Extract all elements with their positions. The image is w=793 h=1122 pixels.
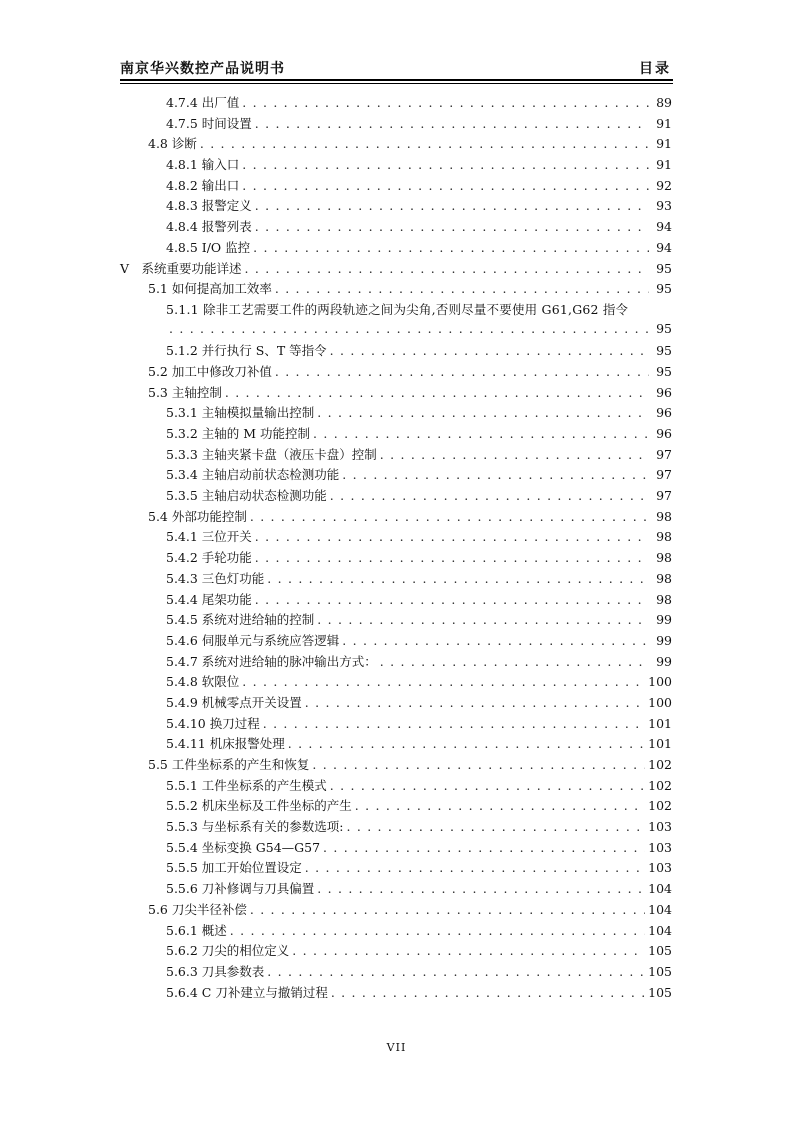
dot-leader xyxy=(317,612,649,627)
toc-entry-title: 4.8.1 输入口 xyxy=(166,157,240,173)
toc-entry-page: 104 xyxy=(648,881,672,897)
toc-entry-page: 98 xyxy=(656,550,672,566)
dot-leader xyxy=(275,364,649,379)
toc-entry[interactable] xyxy=(120,921,672,942)
toc-entry-page: 94 xyxy=(656,239,672,255)
document-title: 南京华兴数控产品说明书 xyxy=(120,61,285,77)
toc-entry[interactable] xyxy=(120,672,672,693)
toc-entry[interactable] xyxy=(120,403,672,424)
toc-entry-title: 5.5.1 工件坐标系的产生模式 xyxy=(166,777,327,793)
toc-entry-title: 4.8 诊断 xyxy=(148,136,197,152)
dot-leader xyxy=(275,281,649,296)
table-of-contents xyxy=(120,93,672,1003)
toc-entry[interactable] xyxy=(120,217,672,238)
toc-entry[interactable] xyxy=(120,962,672,983)
toc-entry[interactable] xyxy=(120,134,672,155)
toc-entry-page: 91 xyxy=(656,136,672,152)
toc-entry-title: 5.4.9 机械零点开关设置 xyxy=(166,694,302,710)
toc-entry[interactable] xyxy=(120,714,672,735)
toc-entry-page: 104 xyxy=(648,901,672,917)
toc-entry[interactable] xyxy=(120,838,672,859)
toc-entry-page: 100 xyxy=(648,674,672,690)
toc-entry-page: 94 xyxy=(656,219,672,235)
dot-leader xyxy=(305,860,645,875)
toc-entry-page: 102 xyxy=(648,777,672,793)
toc-entry-title: 5.3.4 主轴启动前状态检测功能 xyxy=(166,467,340,483)
toc-entry-page: 105 xyxy=(648,984,672,1000)
section-title: 目录 xyxy=(639,61,671,77)
dot-leader xyxy=(242,674,645,689)
toc-entry-page: 91 xyxy=(656,115,672,131)
toc-entry[interactable] xyxy=(120,652,672,673)
toc-entry-title: V 系统重要功能详述 xyxy=(120,260,242,276)
toc-entry-title: 5.4.6 伺服单元与系统应答逻辑 xyxy=(166,632,340,648)
dot-leader xyxy=(355,798,645,813)
toc-entry[interactable] xyxy=(120,486,672,507)
dot-leader xyxy=(312,757,645,772)
toc-entry-page: 97 xyxy=(656,446,672,462)
dot-leader xyxy=(267,964,645,979)
toc-entry-page: 95 xyxy=(656,320,672,336)
dot-leader xyxy=(331,985,645,1000)
toc-entry[interactable] xyxy=(120,445,672,466)
toc-entry-page: 101 xyxy=(648,715,672,731)
toc-entry-title: 5.3.2 主轴的 M 功能控制 xyxy=(166,426,311,441)
toc-entry-title: 5.5.6 刀补修调与刀具偏置 xyxy=(166,881,315,897)
toc-entry-title: 5.3 主轴控制 xyxy=(148,384,222,400)
toc-entry-title: 5.4.3 三色灯功能 xyxy=(166,570,265,586)
toc-entry-title: 5.1 如何提高加工效率 xyxy=(148,281,272,297)
toc-entry[interactable] xyxy=(120,362,672,383)
toc-entry-title: 5.3.5 主轴启动状态检测功能 xyxy=(166,488,327,504)
toc-entry-page: 105 xyxy=(648,963,672,979)
dot-leader xyxy=(169,321,649,336)
dot-leader xyxy=(255,550,649,565)
toc-entry[interactable] xyxy=(120,527,672,548)
dot-leader xyxy=(263,716,645,731)
toc-entry-page: 91 xyxy=(656,157,672,173)
toc-entry[interactable] xyxy=(120,507,672,528)
dot-leader xyxy=(330,778,645,793)
toc-entry-title: 5.4.7 系统对进给轴的脉冲输出方式： xyxy=(166,653,377,669)
dot-leader xyxy=(255,198,649,213)
toc-entry-title: 5.4 外部功能控制 xyxy=(148,508,247,524)
toc-entry[interactable] xyxy=(120,590,672,611)
toc-entry[interactable] xyxy=(120,776,672,797)
dot-leader xyxy=(292,943,645,958)
dot-leader xyxy=(317,881,645,896)
toc-entry[interactable] xyxy=(120,569,672,590)
toc-entry-title: 5.4.1 三位开关 xyxy=(166,529,252,545)
dot-leader xyxy=(330,343,649,358)
page-header xyxy=(120,58,673,80)
toc-entry-title: 4.7.5 时间设置 xyxy=(166,115,252,131)
toc-entry-title: 5.6.4 C 刀补建立与撤销过程 xyxy=(166,984,328,1000)
dot-leader xyxy=(342,467,649,482)
toc-entry[interactable] xyxy=(120,610,672,631)
dot-leader xyxy=(242,178,649,193)
toc-entry-title: 5.4.8 软限位 xyxy=(166,674,240,690)
toc-entry[interactable] xyxy=(120,424,672,445)
toc-entry[interactable] xyxy=(120,259,672,280)
toc-entry[interactable] xyxy=(120,548,672,569)
toc-entry-page: 101 xyxy=(648,736,672,752)
toc-entry-page: 89 xyxy=(656,95,672,110)
toc-entry[interactable] xyxy=(120,300,672,321)
dot-leader xyxy=(242,95,649,110)
dot-leader xyxy=(242,157,649,172)
toc-entry-title: 5.5.2 机床坐标及工件坐标的产生 xyxy=(166,798,352,814)
toc-entry[interactable] xyxy=(120,879,672,900)
toc-entry-title: 5.2 加工中修改刀补值 xyxy=(148,363,272,379)
toc-entry[interactable] xyxy=(120,900,672,921)
toc-entry-title: 5.4.2 手轮功能 xyxy=(166,550,252,566)
toc-entry-page: 104 xyxy=(648,922,672,938)
toc-entry-page: 99 xyxy=(656,632,672,648)
toc-entry[interactable] xyxy=(120,858,672,879)
toc-entry[interactable] xyxy=(120,983,672,1004)
dot-leader xyxy=(380,654,649,669)
page-number: VII xyxy=(386,1041,407,1054)
toc-entry[interactable] xyxy=(120,176,672,197)
toc-entry[interactable] xyxy=(120,238,672,259)
dot-leader xyxy=(200,136,649,151)
header-rule-thick xyxy=(120,79,673,81)
toc-entry-page: 95 xyxy=(656,260,672,276)
toc-entry[interactable] xyxy=(120,93,672,114)
toc-entry-page: 103 xyxy=(648,860,672,876)
toc-entry-title: 5.4.11 机床报警处理 xyxy=(166,736,285,752)
toc-entry[interactable] xyxy=(120,341,672,362)
dot-leader xyxy=(347,819,646,834)
dot-leader xyxy=(225,385,649,400)
toc-entry-page: 98 xyxy=(656,508,672,524)
toc-entry-page: 98 xyxy=(656,529,672,545)
toc-entry-page: 96 xyxy=(656,405,672,421)
dot-leader xyxy=(253,240,649,255)
toc-entry-title: 5.6.1 概述 xyxy=(166,922,227,938)
dot-leader xyxy=(267,571,649,586)
dot-leader xyxy=(245,261,649,276)
toc-entry-page: 95 xyxy=(656,343,672,359)
toc-entry[interactable] xyxy=(120,155,672,176)
toc-entry-title: 5.6 刀尖半径补偿 xyxy=(148,901,247,917)
toc-entry-page: 102 xyxy=(648,757,672,772)
toc-entry-page: 98 xyxy=(656,591,672,607)
dot-leader xyxy=(305,695,645,710)
toc-entry-page: 95 xyxy=(656,281,672,297)
toc-entry[interactable] xyxy=(120,817,672,838)
dot-leader xyxy=(250,509,649,524)
toc-entry-title: 5.1.1 除非工艺需要工件的两段轨迹之间为尖角,否则尽量不要使用 G61,G62 指令 xyxy=(166,301,629,317)
toc-entry-title: 5.3.3 主轴夹紧卡盘（液压卡盘）控制 xyxy=(166,446,377,462)
dot-leader xyxy=(323,840,645,855)
toc-entry[interactable] xyxy=(120,279,672,300)
toc-entry[interactable] xyxy=(120,114,672,135)
dot-leader xyxy=(255,529,649,544)
toc-entry-page: 105 xyxy=(648,943,672,959)
dot-leader xyxy=(380,447,649,462)
toc-entry-page: 102 xyxy=(648,798,672,814)
toc-entry-title: 5.3.1 主轴模拟量输出控制 xyxy=(166,405,315,421)
toc-entry-title: 4.8.4 报警列表 xyxy=(166,219,252,235)
toc-entry-page: 98 xyxy=(656,570,672,586)
toc-entry-page: 92 xyxy=(656,177,672,193)
dot-leader xyxy=(255,592,649,607)
toc-entry-title: 5.6.3 刀具参数表 xyxy=(166,963,265,979)
toc-entry-title: 5.4.4 尾架功能 xyxy=(166,591,252,607)
toc-entry[interactable] xyxy=(120,796,672,817)
dot-leader xyxy=(255,219,649,234)
toc-entry[interactable] xyxy=(120,755,672,776)
toc-entry[interactable] xyxy=(120,734,672,755)
toc-entry-title: 5.6.2 刀尖的相位定义 xyxy=(166,943,290,959)
toc-entry-title: 5.5 工件坐标系的产生和恢复 xyxy=(148,757,310,772)
toc-entry-title: 4.7.4 出厂值 xyxy=(166,95,240,110)
toc-entry-title: 5.4.10 换刀过程 xyxy=(166,715,260,731)
toc-entry-title: 5.4.5 系统对进给轴的控制 xyxy=(166,612,315,628)
dot-leader xyxy=(288,736,645,751)
header-rule-thin xyxy=(120,83,673,84)
dot-leader xyxy=(250,902,645,917)
toc-entry[interactable] xyxy=(120,693,672,714)
toc-entry-title: 5.5.3 与坐标系有关的参数选项: xyxy=(166,819,344,835)
toc-entry-title: 5.5.4 坐标变换 G54—G57 xyxy=(166,839,321,855)
dot-leader xyxy=(230,923,645,938)
toc-entry-page: 93 xyxy=(656,198,672,214)
toc-entry-page: 97 xyxy=(656,467,672,483)
toc-entry-page: 96 xyxy=(656,426,672,441)
dot-leader xyxy=(317,405,649,420)
toc-entry-page: 99 xyxy=(656,653,672,669)
toc-entry-title: 4.8.5 I/O 监控 xyxy=(166,239,251,255)
toc-entry-page: 103 xyxy=(648,819,672,835)
dot-leader xyxy=(255,116,649,131)
toc-entry[interactable] xyxy=(120,465,672,486)
toc-entry[interactable] xyxy=(120,196,672,217)
toc-entry[interactable] xyxy=(120,631,672,652)
toc-entry-title: 4.8.3 报警定义 xyxy=(166,198,252,214)
toc-entry-title: 4.8.2 输出口 xyxy=(166,177,240,193)
dot-leader xyxy=(330,488,649,503)
toc-entry-page: 96 xyxy=(656,384,672,400)
toc-entry[interactable] xyxy=(120,321,672,342)
toc-entry-page: 103 xyxy=(648,839,672,855)
toc-entry-page: 99 xyxy=(656,612,672,628)
toc-entry-title: 5.1.2 并行执行 S、T 等指令 xyxy=(166,343,327,359)
dot-leader xyxy=(342,633,649,648)
toc-entry[interactable] xyxy=(120,941,672,962)
toc-entry-title: 5.5.5 加工开始位置设定 xyxy=(166,860,302,876)
toc-entry-page: 95 xyxy=(656,363,672,379)
toc-entry[interactable] xyxy=(120,383,672,404)
dot-leader xyxy=(313,426,649,441)
toc-entry-page: 97 xyxy=(656,488,672,504)
toc-entry-page: 100 xyxy=(648,694,672,710)
